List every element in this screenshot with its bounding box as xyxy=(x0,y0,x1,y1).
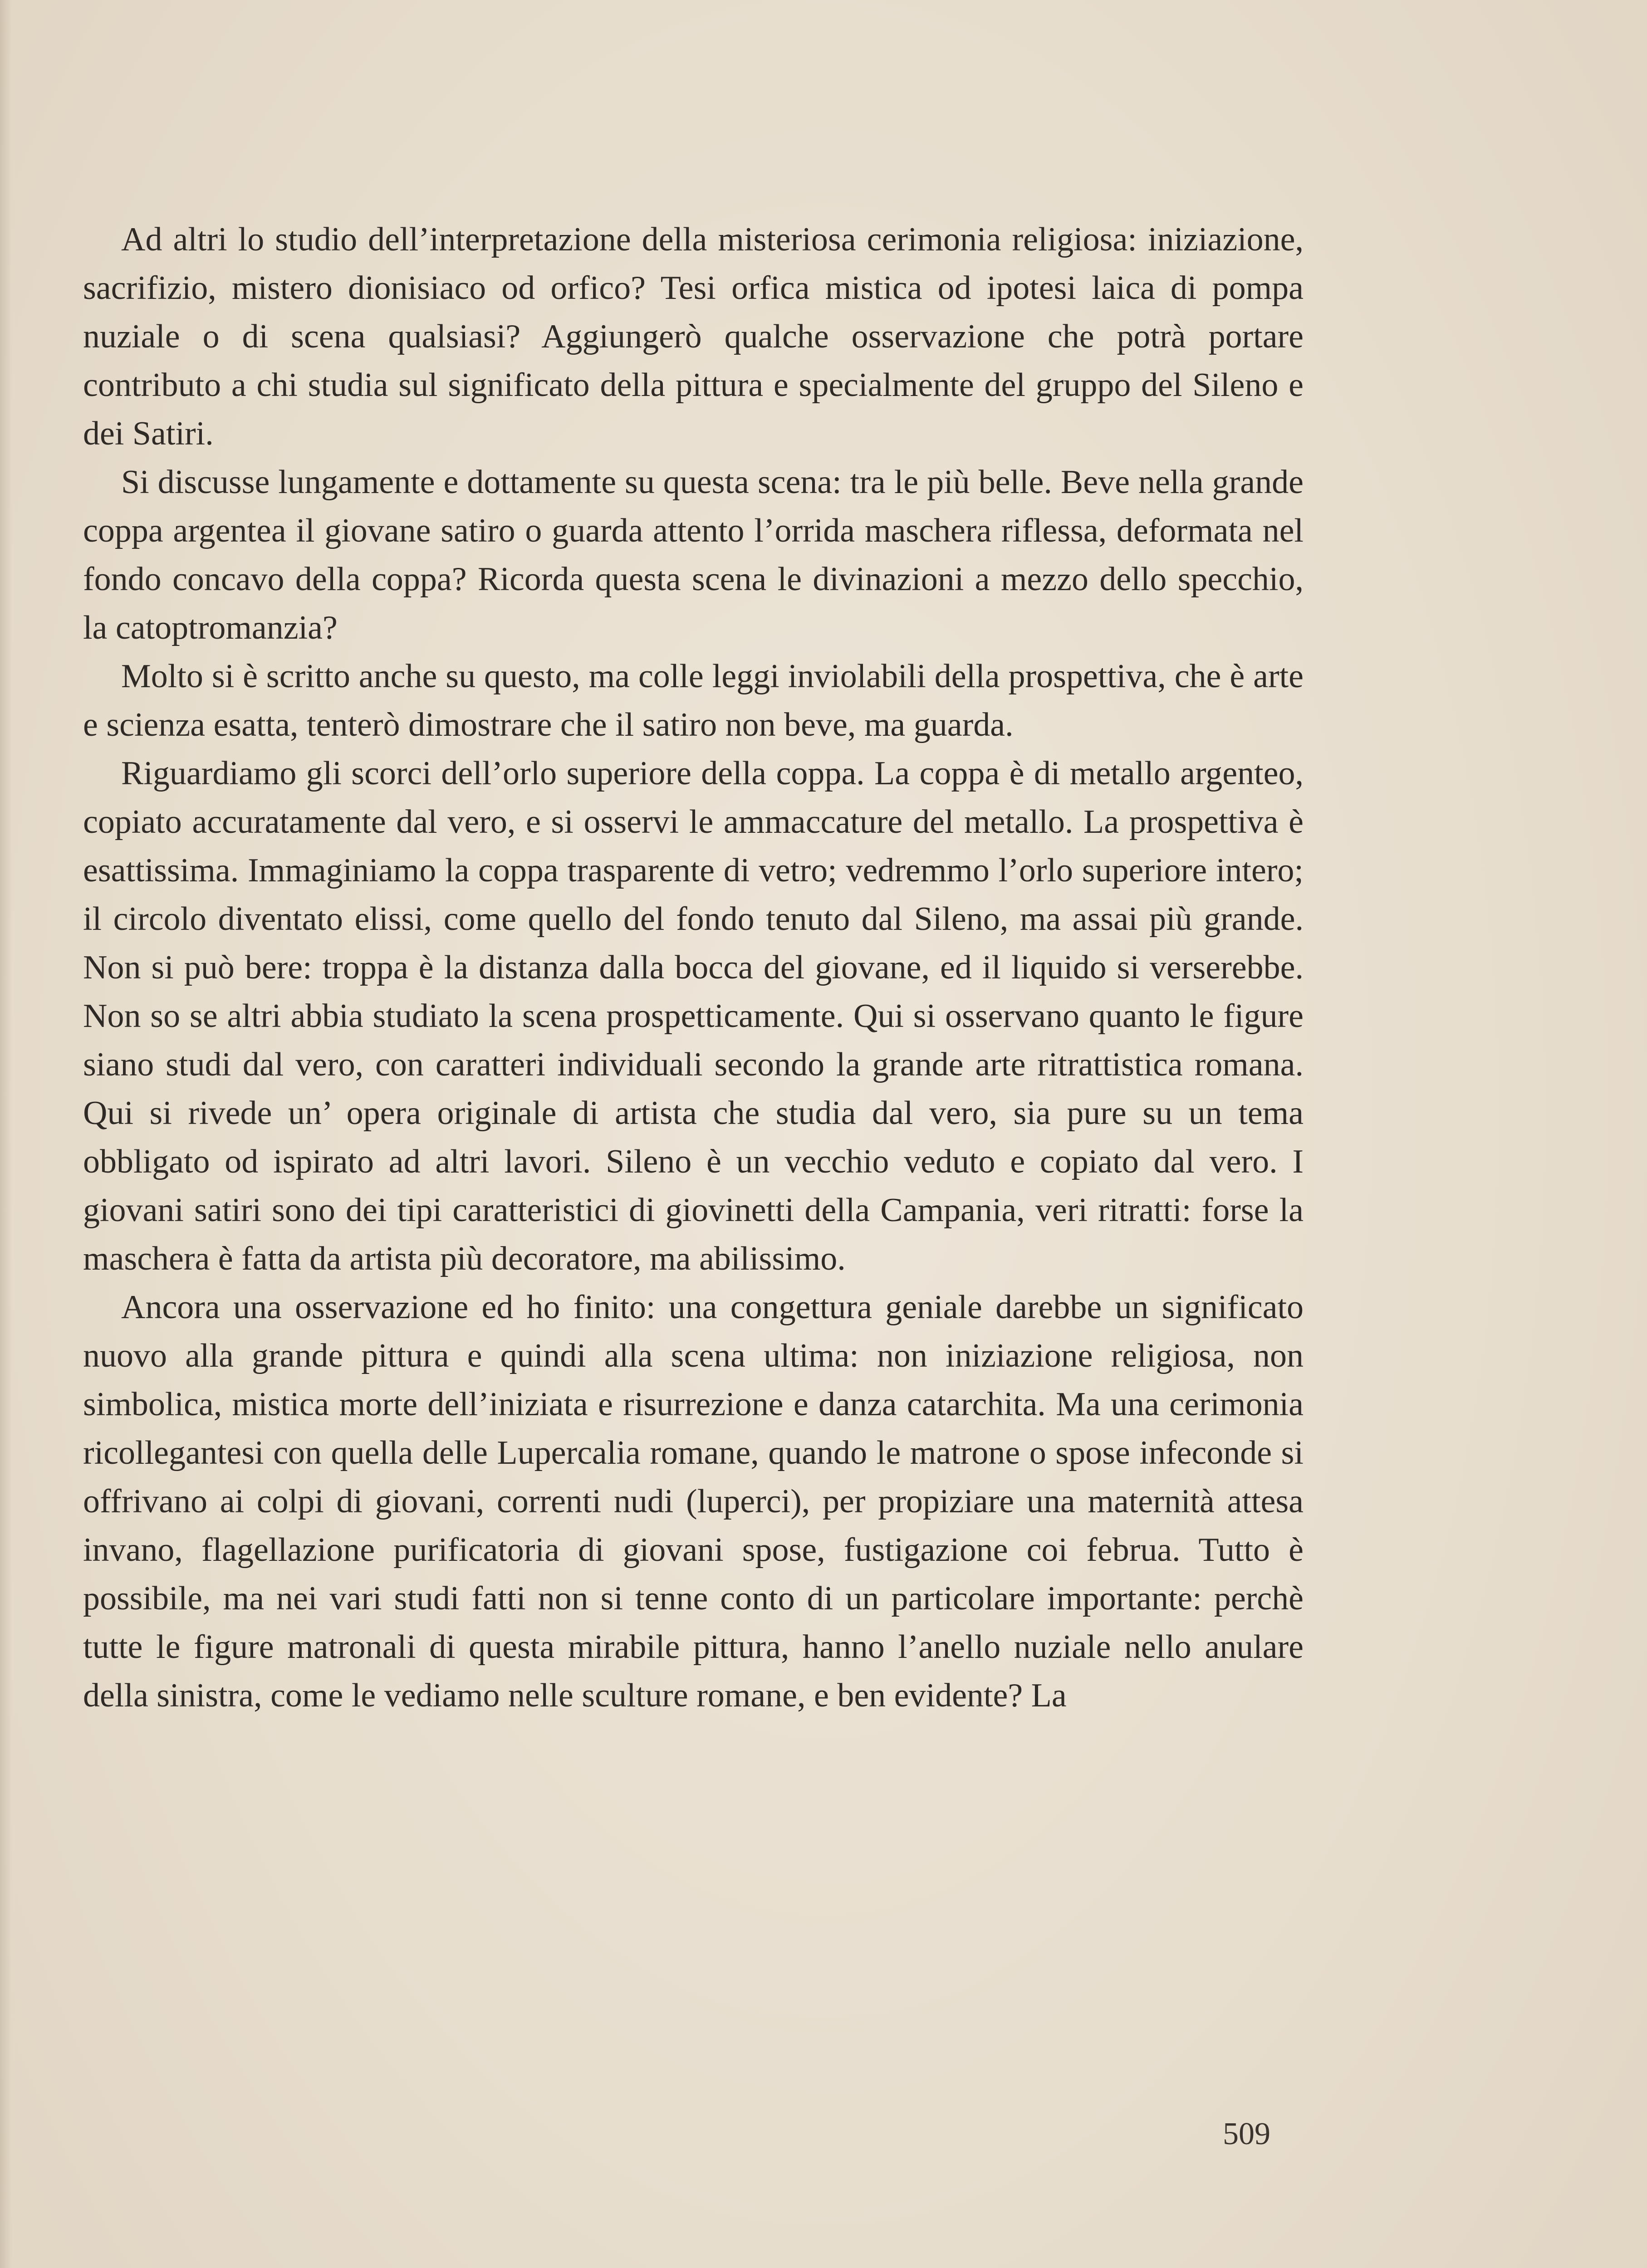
paragraph-2: Si discusse lungamente e dottamente su questa scena: tra le più belle. Beve nella grande coppa argentea il giovane satiro o guarda attento l’orrida maschera riflessa, deformata nel fondo concavo della coppa? Ricorda questa scena le divinazioni a mezzo dello specchio, la catoptromanzia? xyxy=(83,464,1304,646)
page-edge-shadow xyxy=(0,0,12,2268)
paragraph-5: Ancora una osservazione ed ho finito: una congettura geniale darebbe un significato nuovo alla grande pittura e quindi alla scena ultima: non iniziazione religiosa, non simbolica, mistica morte dell’iniziata e risurrezione e danza catarchita. Ma una cerimonia ricollegantesi con quella delle Lupercalia romane, quando le matrone o spose infeconde si offrivano ai colpi di giovani, correnti nudi (luperci), per propiziare una maternità attesa invano, flagellazione purificatoria di giovani spose, fustigazione coi februa. Tutto è possibile, ma nei vari studi fatti non si tenne conto di un particolare importante: perchè tutte le figure matronali di questa mirabile pittura, hanno l’anello nuziale nello anulare della sinistra, come le vediamo nelle sculture romane, e ben evidente? La xyxy=(83,1289,1304,1714)
paragraph-4: Riguardiamo gli scorci dell’orlo superiore della coppa. La coppa è di metallo argenteo, copiato accuratamente dal vero, e si osservi le ammaccature del metallo. La prospettiva è esattissima. Immaginiamo la coppa trasparente di vetro; vedremmo l’orlo superiore intero; il circolo diventato elissi, come quello del fondo tenuto dal Sileno, ma assai più grande. Non si può bere: troppa è la distanza dalla bocca del giovane, ed il liquido si verserebbe. Non so se altri abbia studiato la scena prospetticamente. Qui si osservano quanto le figure siano studi dal vero, con caratteri individuali secondo la grande arte ritrattistica romana. Qui si rivede un’ opera originale di artista che studia dal vero, sia pure su un tema obbligato od ispirato ad altri lavori. Sileno è un vecchio veduto e copiato dal vero. I giovani satiri sono dei tipi caratteristici di giovinetti della Campania, veri ritratti: forse la maschera è fatta da artista più decoratore, ma abilissimo. xyxy=(83,755,1304,1277)
page-number: 509 xyxy=(1223,2116,1270,2151)
body-text xyxy=(83,215,1304,1720)
paragraph-1: Ad altri lo studio dell’interpretazione della misteriosa cerimonia religiosa: iniziazione, sacrifizio, mistero dionisiaco od orfico? Tesi orfica mistica od ipotesi laica di pompa nuziale o di scena qualsiasi? Aggiungerò qualche osservazione che potrà portare contributo a chi studia sul significato della pittura e specialmente del gruppo del Sileno e dei Satiri. xyxy=(83,221,1304,452)
paragraph-3: Molto si è scritto anche su questo, ma colle leggi inviolabili della prospettiva, che è arte e scienza esatta, tenterò dimostrare che il satiro non beve, ma guarda. xyxy=(83,658,1304,743)
